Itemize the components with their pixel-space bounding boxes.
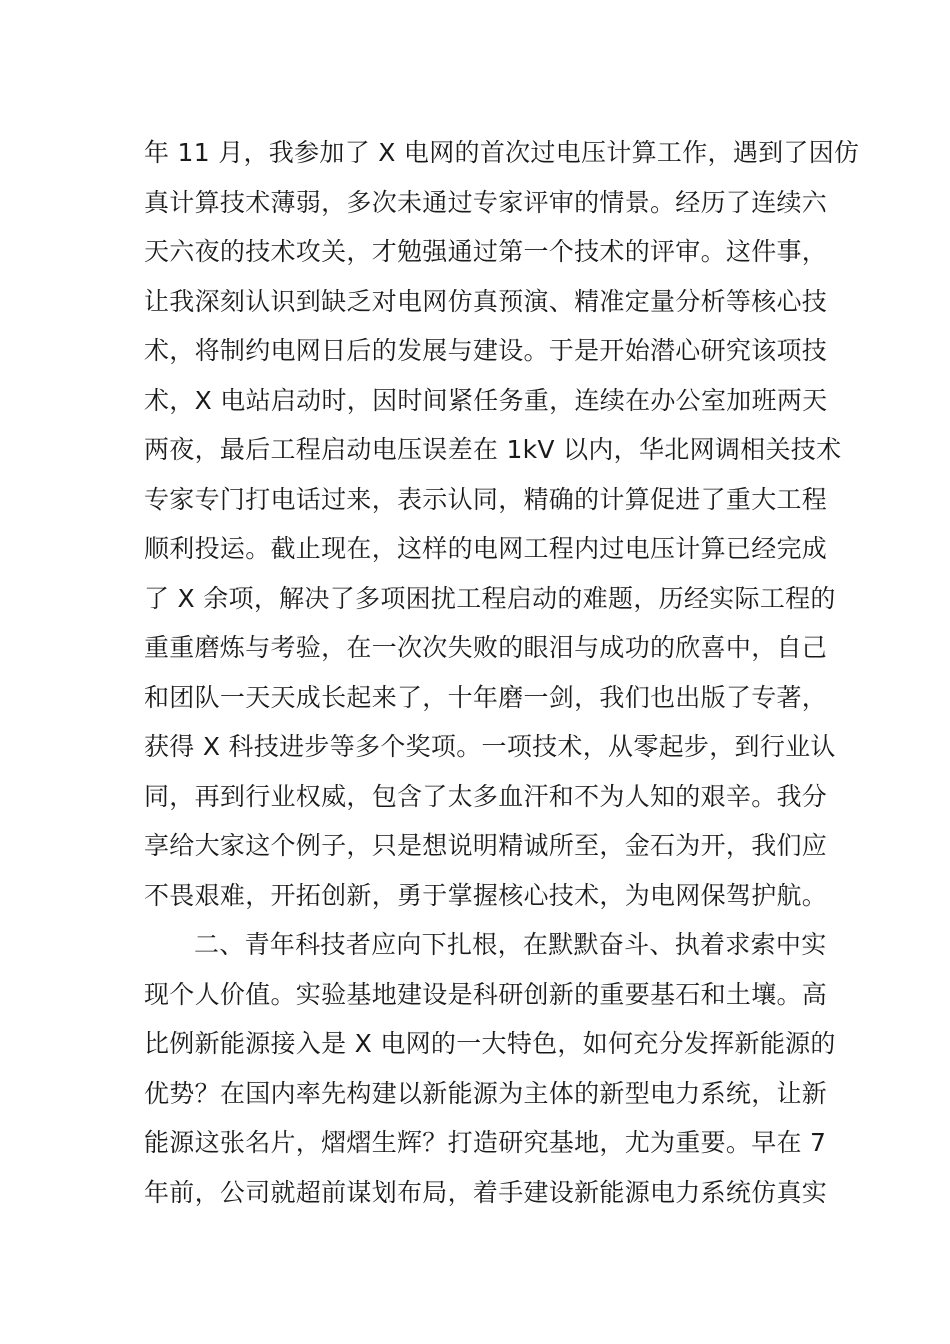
text-line: 优势？在国内率先构建以新能源为主体的新型电力系统，让新 [144, 1078, 828, 1108]
text-line: 现个人价值。实验基地建设是科研创新的重要基石和土壤。高 [144, 979, 828, 1009]
text-line: 真计算技术薄弱，多次未通过专家评审的情景。经历了连续六 [144, 187, 828, 217]
paragraph-heading-line: 二、青年科技者应向下扎根，在默默奋斗、执着求索中实 [194, 930, 827, 959]
body-text [144, 128, 860, 1217]
text-line: 同，再到行业权威，包含了太多血汗和不为人知的艰辛。我分 [144, 781, 828, 811]
text-line: 专家专门打电话过来，表示认同，精确的计算促进了重大工程 [144, 484, 828, 514]
text-line: 能源这张名片，熠熠生辉？打造研究基地，尤为重要。早在 7 [144, 1128, 827, 1157]
text-line: 年前，公司就超前谋划布局，着手建设新能源电力系统仿真实 [144, 1177, 828, 1207]
text-line: 了 X 余项，解决了多项困扰工程启动的难题，历经实际工程的 [144, 583, 836, 613]
text-line: 重重磨炼与考验，在一次次失败的眼泪与成功的欣喜中，自己 [144, 633, 828, 662]
text-line: 术，将制约电网日后的发展与建设。于是开始潜心研究该项技 [144, 336, 828, 365]
text-line: 让我深刻认识到缺乏对电网仿真预演、精准定量分析等核心技 [144, 286, 828, 316]
text-line: 和团队一天天成长起来了，十年磨一剑，我们也出版了专著， [144, 682, 828, 712]
text-line: 比例新能源接入是 X 电网的一大特色，如何充分发挥新能源的 [144, 1029, 836, 1058]
text-line: 术，X 电站启动时，因时间紧任务重，连续在办公室加班两天 [144, 385, 828, 415]
text-line: 顺利投运。截止现在，这样的电网工程内过电压计算已经完成 [144, 534, 828, 563]
text-line: 天六夜的技术攻关，才勉强通过第一个技术的评审。这件事， [144, 237, 828, 266]
text-line: 年 11 月，我参加了 X 电网的首次过电压计算工作，遇到了因仿 [144, 138, 860, 167]
text-line: 享给大家这个例子，只是想说明精诚所至，金石为开，我们应 [144, 831, 828, 860]
text-line: 不畏艰难，开拓创新，勇于掌握核心技术，为电网保驾护航。 [144, 880, 828, 910]
text-line: 获得 X 科技进步等多个奖项。一项技术，从零起步，到行业认 [144, 732, 836, 761]
text-line: 两夜，最后工程启动电压误差在 1kV 以内，华北网调相关技术 [144, 435, 842, 464]
